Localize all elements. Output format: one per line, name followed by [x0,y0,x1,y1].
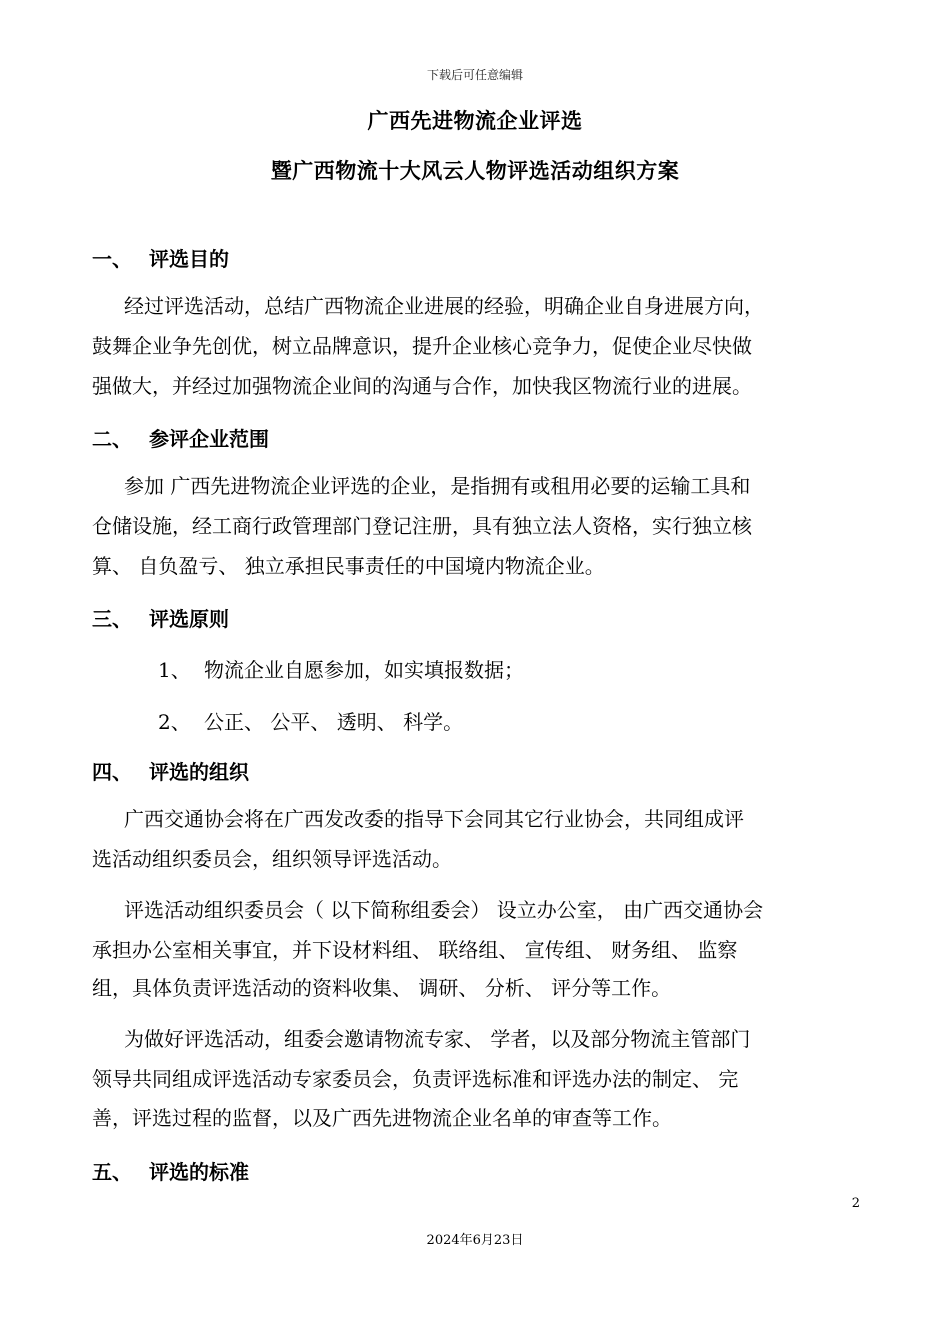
section-heading-1 [92,243,229,272]
paragraph-line: 广西交通协会将在广西发改委的指导下会同其它行业协会，共同组成评 [124,807,744,831]
paragraph-line: 为做好评选活动，组委会邀请物流专家、 学者，以及部分物流主管部门 [124,1027,751,1051]
paragraph-line: 鼓舞企业争先创优，树立品牌意识，提升企业核心竞争力，促使企业尽快做 [92,334,752,358]
section-heading-3 [92,603,229,632]
section-number: 二、 [92,427,132,451]
section-number: 一、 [92,247,132,271]
list-number: 1、 [158,658,191,682]
paragraph-line: 善，评选过程的监督，以及广西先进物流企业名单的审查等工作。 [92,1106,672,1130]
paragraph-line: 承担办公室相关事宜，并下设材料组、 联络组、 宣传组、 财务组、 监察 [92,938,738,962]
section-title: 评选的标准 [149,1160,249,1184]
paragraph-line: 评选活动组织委员会（ 以下简称组委会） 设立办公室， 由广西交通协会 [124,898,764,922]
section-title: 评选的组织 [149,760,249,784]
paragraph-line: 领导共同组成评选活动专家委员会，负责评选标准和评选办法的制定、 完 [92,1067,739,1091]
section-heading-4 [92,756,249,785]
section-number: 五、 [92,1160,132,1184]
paragraph-line: 仓储设施，经工商行政管理部门登记注册，具有独立法人资格，实行独立核 [92,514,752,538]
list-text: 物流企业自愿参加，如实填报数据； [204,658,524,682]
principle-item-2 [158,706,463,735]
section-number: 四、 [92,760,132,784]
paragraph-line: 经过评选活动，总结广西物流企业进展的经验，明确企业自身进展方向， [124,294,764,318]
paragraph-line: 选活动组织委员会，组织领导评选活动。 [92,847,452,871]
page-number: 2 [851,1196,860,1211]
section-number: 三、 [92,607,132,631]
list-number: 2、 [158,710,191,734]
paragraph-line: 组，具体负责评选活动的资料收集、 调研、 分析、 评分等工作。 [92,976,672,1000]
paragraph-line: 参加 广西先进物流企业评选的企业，是指拥有或租用必要的运输工具和 [124,474,751,498]
footer-date: 2024年6月23日 [426,1233,524,1248]
section-title: 评选原则 [149,607,229,631]
section-title: 评选目的 [149,247,229,271]
list-text: 公正、 公平、 透明、 科学。 [204,710,464,734]
paragraph-line: 强做大，并经过加强物流企业间的沟通与合作，加快我区物流行业的进展。 [92,374,752,398]
document-title-line1: 广西先进物流企业评选 [367,109,583,133]
document-title-line2: 暨广西物流十大风云人物评选活动组织方案 [270,159,680,183]
section-heading-2 [92,423,269,452]
section-heading-5 [92,1156,249,1185]
paragraph-line: 算、 自负盈亏、 独立承担民事责任的中国境内物流企业。 [92,554,605,578]
header-note: 下载后可任意编辑 [426,68,523,82]
section-title: 参评企业范围 [149,427,269,451]
principle-item-1 [158,654,524,683]
